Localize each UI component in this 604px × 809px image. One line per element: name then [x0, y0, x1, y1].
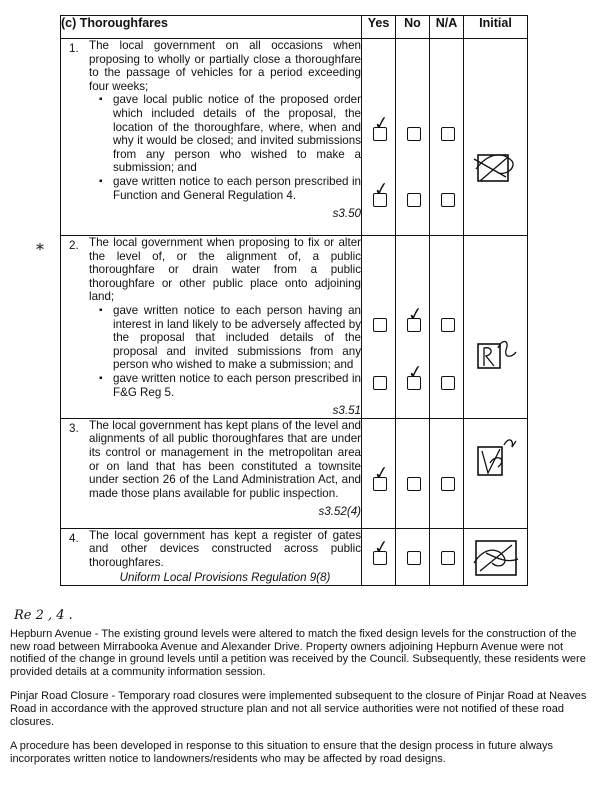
column-header-na: N/A: [430, 16, 464, 39]
regulation-reference: Uniform Local Provisions Regulation 9(8): [119, 570, 331, 584]
na-checkbox[interactable]: [441, 376, 455, 390]
thoroughfares-checklist-table: [60, 15, 528, 586]
question-intro: The local government when proposing to fix or alter the level of, or the alignment of, a public thoroughfare or drain water from a public thoroughfare or other public place onto adjoining land;: [89, 236, 361, 304]
question-1: [61, 39, 362, 236]
question-4: [61, 528, 362, 585]
no-checkbox[interactable]: [407, 477, 421, 491]
check-mark-icon: ✓: [406, 303, 425, 326]
check-mark-icon: ✓: [372, 535, 391, 559]
check-mark-icon: ✓: [372, 112, 391, 135]
check-mark-icon: ✓: [372, 178, 391, 201]
column-header-no: No: [396, 16, 430, 39]
table-row: [61, 39, 528, 236]
question-number: 1.: [69, 42, 79, 55]
note-procedure: A procedure has been developed in response to this situation to ensure that the design process in future always incorporates written notice to landowners/residents who may be affected by road designs.: [10, 740, 554, 765]
na-checkbox[interactable]: [441, 193, 455, 207]
note-pinjar-road: Pinjar Road Closure - Temporary road closures were implemented subsequent to the closure of Pinjar Road at Neaves Road in accordance with the approved structure plan and not all service authorities were not notified of these road closures.: [10, 690, 587, 728]
na-checkbox[interactable]: [441, 318, 455, 332]
no-checkbox[interactable]: [407, 193, 421, 207]
initial-cell: [464, 236, 528, 419]
check-mark-icon: ✓: [372, 461, 391, 485]
table-header-row: [61, 16, 528, 39]
initial-cell: [464, 418, 528, 528]
initial-signature-icon: [468, 336, 524, 376]
question-number: 4.: [69, 531, 79, 545]
initial-signature-icon: [468, 143, 524, 191]
question-bullet: ▪ gave written notice to each person having an interest in land likely to be adversely affected by the proposal that included details of the proposal and invited submissions from any person who wished to make a submission; and: [99, 304, 361, 372]
table-row: [61, 528, 528, 585]
yes-cell: [362, 418, 396, 528]
yes-checkbox[interactable]: [373, 376, 387, 390]
question-intro: The local government has kept plans of the level and alignments of all public thoroughfares that are under its control or management in the metropolitan area or on land that has been constituted a townsite under section 26 of the Land Administration Act, and made those plans available for public inspection.: [89, 418, 361, 500]
no-cell: [396, 528, 430, 585]
yes-cell: [362, 236, 396, 419]
na-cell: [430, 39, 464, 236]
note-hepburn-avenue: Hepburn Avenue - The existing ground levels were altered to match the fixed design levels for the construction of the new road between Mirrabooka Avenue and Alexander Drive. Property owners adjoining Hepburn Avenue were not notified of the change in ground levels until a petition was received by the Council. Subsequently, these residents were provided details at a community information session.: [10, 628, 586, 678]
column-header-yes: Yes: [362, 16, 396, 39]
column-header-initial: Initial: [464, 16, 528, 39]
yes-cell: [362, 39, 396, 236]
table-row: [61, 418, 528, 528]
yes-cell: [362, 528, 396, 585]
na-checkbox[interactable]: [441, 127, 455, 141]
no-cell: [396, 418, 430, 528]
initial-cell: [464, 39, 528, 236]
na-checkbox[interactable]: [441, 551, 455, 565]
table-row: [61, 236, 528, 419]
no-cell: [396, 236, 430, 419]
initial-signature-icon: [468, 533, 524, 581]
section-header: (c) Thoroughfares: [61, 16, 362, 39]
handwritten-note: Re 2 , 4 .: [14, 608, 73, 623]
question-3: [61, 418, 362, 528]
question-intro: The local government on all occasions when proposing to wholly or partially close a thoroughfare to the passage of vehicles for a period exceeding four weeks;: [89, 39, 361, 93]
na-cell: [430, 236, 464, 419]
question-number: 2.: [69, 239, 79, 252]
question-2: [61, 236, 362, 419]
question-intro: The local government has kept a register of gates and other devices constructed across public thoroughfares.: [89, 528, 361, 569]
initial-cell: [464, 528, 528, 585]
regulation-reference: s3.50: [332, 207, 361, 221]
question-number: 3.: [69, 421, 79, 435]
regulation-reference: s3.51: [332, 404, 361, 418]
no-checkbox[interactable]: [407, 551, 421, 565]
na-checkbox[interactable]: [441, 477, 455, 491]
no-cell: [396, 39, 430, 236]
yes-checkbox[interactable]: [373, 318, 387, 332]
question-bullet: ▪ gave written notice to each person prescribed in Function and General Regulation 4.: [99, 175, 361, 202]
no-checkbox[interactable]: [407, 127, 421, 141]
initial-signature-icon: [468, 433, 524, 483]
question-bullet: ▪ gave written notice to each person prescribed in F&G Reg 5.: [99, 372, 361, 399]
check-mark-icon: ✓: [406, 361, 425, 384]
na-cell: [430, 418, 464, 528]
regulation-reference: s3.52(4): [318, 505, 361, 519]
explanatory-notes: [10, 628, 590, 765]
question-bullet: ▪ gave local public notice of the proposed order which included details of the proposal, the location of the thoroughfare, where, when and why it would be closed; and invited submissions from any person who wished to make a submission; and: [99, 93, 361, 175]
asterisk-margin-mark: *: [36, 240, 44, 259]
na-cell: [430, 528, 464, 585]
